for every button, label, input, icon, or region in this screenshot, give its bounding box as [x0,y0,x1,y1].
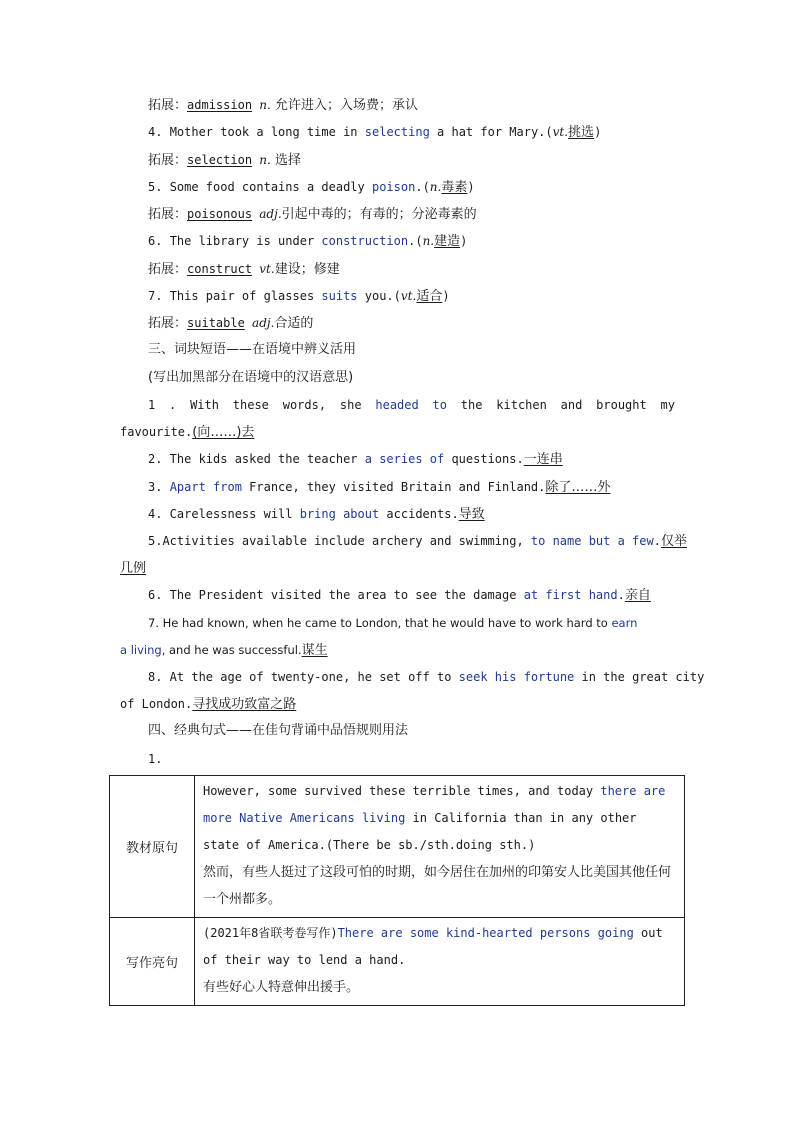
phrase-item-5-cont: 几例 [120,561,147,576]
phrase-item-4: 4. Carelessness will bring about accidents.导致 [148,507,485,522]
phrase-item-3: 3. Apart from France, they visited Britain and Finland.除了……外 [148,480,611,495]
row-content: However, some survived these terrible times, and today there are more Native Americans living in California than in any other state of America.(There be sb./sth.doing sth.) 然而，有些人挺过了这段可怕的时期，如今居住在加州的印第安人比美国其他任何一个州都多。 [195,776,685,918]
extension-line-poisonous: 拓展：poisonous adj.引起中毒的；有毒的；分泌毒素的 [148,207,477,222]
vocab-item-6: 6. The library is under construction.(n.建造) [148,234,468,249]
table-row [110,918,685,1006]
row-label: 教材原句 [110,776,195,918]
section-4-title: 四、经典句式——在佳句背诵中品悟规则用法 [148,723,409,738]
phrase-item-7-cont: a living, and he was successful.谋生 [120,643,328,658]
phrase-item-6: 6. The President visited the area to see the damage at first hand.亲自 [148,588,651,603]
extension-line-selection: 拓展：selection n. 选择 [148,153,301,168]
section-3-instruction: (写出加黑部分在语境中的汉语意思) [148,370,354,385]
vocab-item-5: 5. Some food contains a deadly poison.(n.毒素) [148,180,475,195]
sentence-table [109,775,685,1006]
answer: (向……)去 [192,425,255,440]
section-3-title: 三、词块短语——在语境中辨义活用 [148,342,357,357]
row-content: (2021年8省联考卷写作)There are some kind-hearted persons going out of their way to lend a hand. 有些好心人特意伸出援手。 [195,918,685,1006]
extension-line-admission: 拓展：admission n. 允许进入；入场费；承认 [148,98,418,113]
vocab-item-4: 4. Mother took a long time in selecting a hat for Mary.(vt.挑选) [148,125,602,140]
phrase-item-8-cont: of London.寻找成功致富之路 [120,697,297,712]
row-label: 写作亮句 [110,918,195,1006]
table-row [110,776,685,918]
sentence-number: 1. [148,752,163,766]
phrase-item-1-cont: favourite.(向……)去 [120,425,255,440]
extension-line-suitable: 拓展：suitable adj.合适的 [148,316,314,331]
phrase-item-1: 1 . With these words, she headed to the kitchen and brought my [148,398,675,412]
extension-line-construct: 拓展：construct vt.建设；修建 [148,262,340,277]
word-admission: admission [187,98,253,112]
phrase-item-5: 5.Activities available include archery and swimming, to name but a few.仅举 [148,534,687,549]
phrase-item-2: 2. The kids asked the teacher a series of questions.一连串 [148,452,563,467]
phrase-item-8: 8. At the age of twenty-one, he set off to seek his fortune in the great city [148,670,705,684]
answer: 挑选 [568,125,595,140]
phrase-item-7: 7. He had known, when he came to London, that he would have to work hard to earn [148,616,638,630]
vocab-item-7: 7. This pair of glasses suits you.(vt.适合) [148,289,450,304]
